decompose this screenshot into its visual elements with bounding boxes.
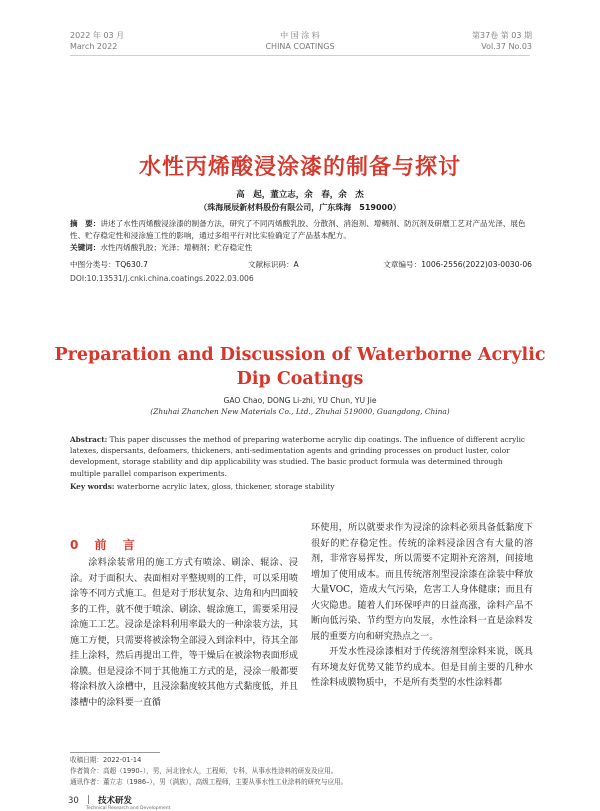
footnote-divider xyxy=(70,752,160,753)
title-cn: 水性丙烯酸浸涂漆的制备与探讨 xyxy=(138,155,461,180)
column-name-en: Technical Research and Development xyxy=(86,806,171,811)
authors-cn: 高 起，董立志，余 春，余 杰 xyxy=(236,190,364,200)
footnote-author-bio: 作者简介：高超（1990–），男，河北徐水人，工程师，专科，从事水性涂料的研发及应用。 xyxy=(70,767,338,775)
keywords-cn-text: 水性丙烯酸乳胶；光泽；增稠剂；贮存稳定性 xyxy=(100,243,253,252)
affiliation-en: (Zhuhai Zhanchen New Materials Co., Ltd., Zhuhai 519000, Guangdong, China) xyxy=(150,407,450,416)
header-date-en: March 2022 xyxy=(70,42,118,51)
affiliation-cn: （珠海展辰新材料股份有限公司，广东珠海 519000） xyxy=(199,203,401,212)
title-en-line1: Preparation and Discussion of Waterborne Acrylic xyxy=(54,345,546,365)
authors-en: GAO Chao, DONG Li-zhi, YU Chun, YU Jie xyxy=(223,396,377,405)
header-journal-en: CHINA COATINGS xyxy=(265,42,335,51)
header-volume xyxy=(472,30,532,52)
keywords-en-label: Key words: xyxy=(70,482,115,491)
abstract-cn xyxy=(70,218,534,242)
footnote-corresponding: 通讯作者：董立志（1986–），男（满族），高级工程师，主要从事水性工业涂料的研究与应用。 xyxy=(70,778,348,786)
abstract-cn-label: 摘 要： xyxy=(70,219,101,228)
header-vol-cn: 第37卷 第 03 期 xyxy=(472,31,532,40)
doi: DOI:10.13531/j.cnki.china.coatings.2022.03.006 xyxy=(70,274,254,283)
footnote-received: 收稿日期：2022-01-14 xyxy=(70,756,142,764)
body-left-lead: 涂料涂装 xyxy=(88,558,127,568)
keywords-en-text: waterborne acrylic latex, gloss, thickener, storage stability xyxy=(116,482,335,491)
clc-number: 中图分类号：TQ630.7 xyxy=(70,260,148,269)
keywords-cn xyxy=(70,242,530,254)
abstract-cn-text: 讲述了水性丙烯酸浸涂漆的制备方法，研究了不同丙烯酸乳胶、分散剂、消泡剂、增稠剂、防沉剂及研磨工艺对产品光泽、展色性、贮存稳定性和浸涂施工性的影响，通过多组平行对比实验确定了产品基本配方。 xyxy=(70,219,526,240)
section-title: 0 前 言 xyxy=(70,538,141,552)
abstract-en xyxy=(70,434,530,479)
article-number: 文章编号：1006-2556(2022)03-0030-06 xyxy=(383,260,532,269)
header-vol-en: Vol.37 No.03 xyxy=(481,42,532,51)
body-right-column xyxy=(311,521,533,692)
body-right-para-2: 开发水性浸涂漆相对于传统溶剂型涂料来说，既具有环境友好优势又能节约成本。但是目前主要的几种水性涂料成膜物质中，不是所有类型的水性涂料都 xyxy=(311,647,533,688)
header-journal-cn: 中 国 涂 料 xyxy=(280,31,320,40)
body-left-column xyxy=(70,556,298,711)
keywords-en xyxy=(70,482,530,491)
abstract-en-text: This paper discusses the method of preparing waterborne acrylic dip coatings. The influence of different acrylic latexes, dispersants, defoamers, thickeners, anti-sedimentation agents and grinding processes on product luster, color development, storage stability and dip applicability was studied. The basic product formula was determined through multiple parallel comparison experiments. xyxy=(70,435,526,478)
body-left-text: 常用的施工方式有喷涂、刷涂、辊涂、浸涂。对于面积大、表面相对平整规则的工件，可以采用喷涂等不同方式施工。但是对于形状复杂、边角和内凹面较多的工件，就不便于喷涂、刷涂、辊涂施工，需要采用浸涂施工工艺。浸涂是涂料利用率最大的一种涂装方法，其施工方便，只需要将被涂物全部浸入到涂料中，待其全部挂上涂料，然后再提出工件，等干燥后在被涂物表面形成涂膜。但是浸涂不同于其他施工方式的是，浸涂一般都要将涂料放入涂槽中，且浸涂黏度较其他方式黏度低，并且漆槽中的涂料要一直循 xyxy=(70,558,298,708)
header-divider xyxy=(70,55,530,56)
document-code: 文献标识码：A xyxy=(248,260,299,269)
keywords-cn-label: 关键词： xyxy=(70,243,101,252)
body-right-para-1: 环使用，所以就要求作为浸涂的涂料必须具备低黏度下很好的贮存稳定性。传统的涂料浸涂因含有大量的溶剂，非常容易挥发，所以需要不定期补充溶剂，间接地增加了使用成本。而且传统溶剂型浸涂漆在涂装中释放大量VOC，造成大气污染，危害工人身体健康；而且有火灾隐患。随着人们环保呼声的日益高涨，涂料产品不断向低污染、节约型方向发展，水性涂料一直是涂料发展的重要方向和研究热点之一。 xyxy=(311,523,533,642)
abstract-en-label: Abstract: xyxy=(70,435,108,444)
footer-separator xyxy=(88,795,89,804)
header-date-cn: 2022 年 03 月 xyxy=(70,31,125,40)
title-en-line2: Dip Coatings xyxy=(236,369,364,389)
column-name-cn: 技术研发 xyxy=(98,796,133,806)
page-number: 30 xyxy=(68,796,79,806)
title-en xyxy=(0,343,600,391)
